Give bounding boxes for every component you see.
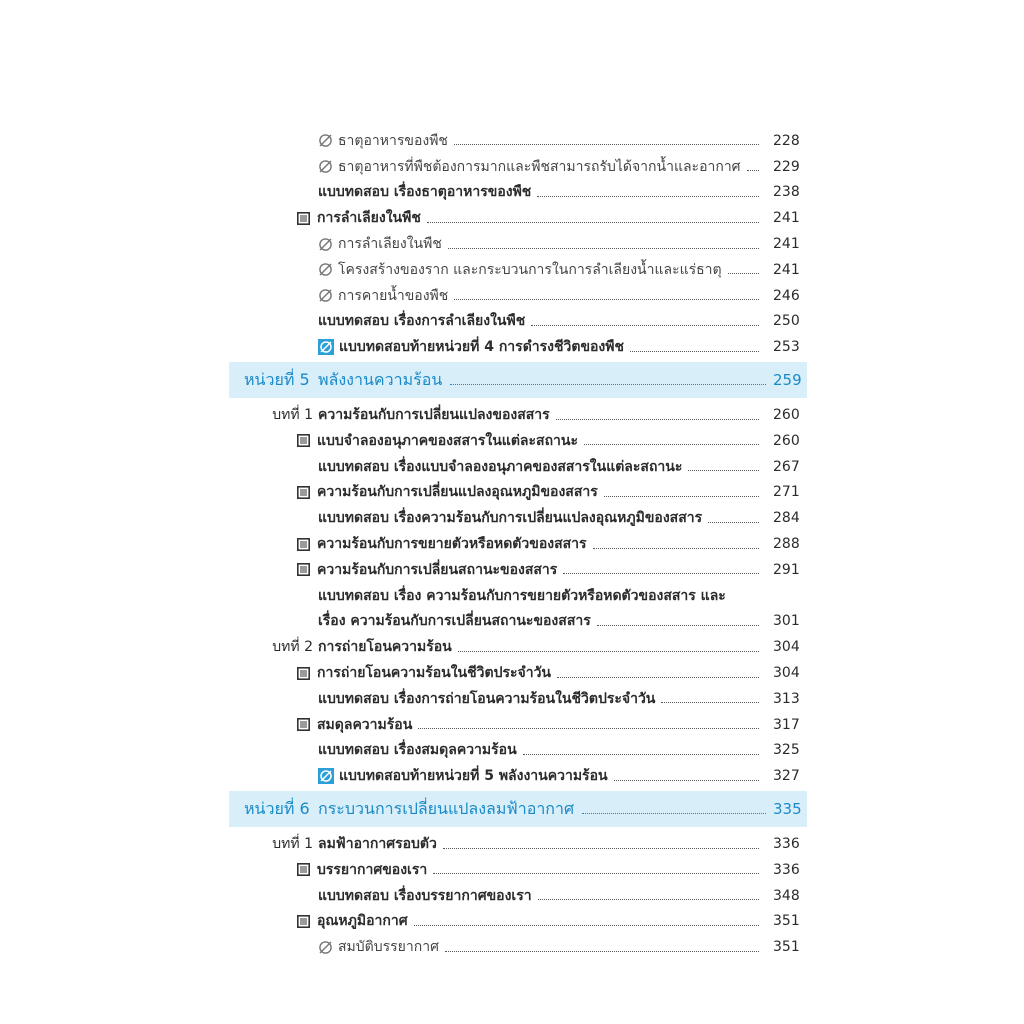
unit-heading[interactable] xyxy=(0,362,1024,398)
page-number: 246 xyxy=(773,287,800,304)
toc-entry[interactable] xyxy=(0,831,1024,857)
toc-entry[interactable] xyxy=(0,531,1024,557)
entry-title: ความร้อนกับการเปลี่ยนแปลงอุณหภูมิของสสาร xyxy=(317,484,598,501)
entry-title: การถ่ายโอนความร้อนในชีวิตประจำวัน xyxy=(317,665,551,682)
dot-leader xyxy=(433,873,759,874)
entry-title: แบบทดสอบท้ายหน่วยที่ 5 พลังงานความร้อน xyxy=(339,768,608,785)
page-number: 291 xyxy=(773,561,800,578)
dot-leader xyxy=(538,899,759,900)
unit-label: หน่วยที่ 6 xyxy=(244,798,310,818)
empty-set-icon xyxy=(318,237,333,252)
toc-entry[interactable] xyxy=(0,428,1024,454)
dot-leader xyxy=(708,522,759,523)
dot-leader xyxy=(604,496,759,497)
page-number: 253 xyxy=(773,339,800,356)
entry-title: แบบทดสอบ เรื่องการถ่ายโอนความร้อนในชีวิตประจำวัน xyxy=(318,690,656,707)
dot-leader xyxy=(450,384,766,385)
entry-title: แบบทดสอบ เรื่องธาตุอาหารของพืช xyxy=(318,184,532,201)
checkbox-icon xyxy=(297,915,310,928)
checkbox-icon xyxy=(297,563,310,576)
entry-title: แบบทดสอบ เรื่องบรรยากาศของเรา xyxy=(318,887,532,904)
entry-title: ความร้อนกับการเปลี่ยนแปลงของสสาร xyxy=(318,407,550,424)
checkbox-icon xyxy=(297,863,310,876)
toc-entry[interactable] xyxy=(0,334,1024,360)
empty-set-icon xyxy=(318,159,333,174)
empty-set-icon xyxy=(318,133,333,148)
entry-title: แบบทดสอบ เรื่องการลำเลียงในพืช xyxy=(318,313,526,330)
page-number: 271 xyxy=(773,484,800,501)
dot-leader xyxy=(582,813,766,814)
dot-leader xyxy=(454,144,759,145)
toc-entry[interactable] xyxy=(0,738,1024,764)
entry-title: บรรยากาศของเรา xyxy=(317,861,428,878)
toc-entry[interactable] xyxy=(0,480,1024,506)
toc-entry[interactable] xyxy=(0,712,1024,738)
page-number: 348 xyxy=(773,887,800,904)
checkbox-icon xyxy=(297,667,310,680)
entry-title: การถ่ายโอนความร้อน xyxy=(318,639,452,656)
toc-entry[interactable] xyxy=(0,857,1024,883)
entry-title: แบบทดสอบ เรื่องแบบจำลองอนุภาคของสสารในแต่ละสถานะ xyxy=(318,458,683,475)
dot-leader xyxy=(443,848,759,849)
dot-leader xyxy=(454,299,759,300)
dot-leader xyxy=(661,702,759,703)
unit-title: กระบวนการเปลี่ยนแปลงลมฟ้าอากาศ xyxy=(318,798,575,818)
unit-title: พลังงานความร้อน xyxy=(318,369,443,389)
entry-title: สมบัติบรรยากาศ xyxy=(338,939,439,956)
dot-leader xyxy=(556,419,759,420)
dot-leader xyxy=(445,951,759,952)
checkbox-icon xyxy=(297,538,310,551)
page-number: 288 xyxy=(773,536,800,553)
page-number: 317 xyxy=(773,716,800,733)
toc-entry[interactable] xyxy=(0,909,1024,935)
page-number: 241 xyxy=(773,261,800,278)
toc-entry[interactable] xyxy=(0,634,1024,660)
toc-entry[interactable] xyxy=(0,402,1024,428)
dot-leader xyxy=(557,677,759,678)
entry-title: การลำเลียงในพืช xyxy=(317,210,421,227)
page-number: 267 xyxy=(773,458,800,475)
dot-leader xyxy=(448,248,759,249)
entry-title: แบบทดสอบ เรื่องความร้อนกับการเปลี่ยนแปลงอุณหภูมิของสสาร xyxy=(318,510,703,527)
page-number: 351 xyxy=(773,939,800,956)
entry-title: แบบจำลองอนุภาคของสสารในแต่ละสถานะ xyxy=(317,432,578,449)
entry-title: แบบทดสอบ เรื่องสมดุลความร้อน xyxy=(318,742,517,759)
toc-entry[interactable] xyxy=(0,154,1024,180)
page-number: 301 xyxy=(773,613,800,630)
empty-set-icon xyxy=(318,940,333,955)
toc-entry[interactable] xyxy=(0,583,1024,609)
unit-heading[interactable] xyxy=(0,791,1024,827)
page-number: 284 xyxy=(773,510,800,527)
dot-leader xyxy=(747,170,759,171)
toc-entry[interactable] xyxy=(0,686,1024,712)
empty-set-icon xyxy=(318,262,333,277)
toc-entry[interactable] xyxy=(0,283,1024,309)
page-number: 325 xyxy=(773,742,800,759)
page-number: 304 xyxy=(773,665,800,682)
dot-leader xyxy=(584,444,759,445)
page-number: 260 xyxy=(773,432,800,449)
entry-title: แบบทดสอบ เรื่อง ความร้อนกับการขยายตัวหรือหดตัวของสสาร และ xyxy=(318,587,726,604)
page-number: 238 xyxy=(773,184,800,201)
page-number: 260 xyxy=(773,407,800,424)
page-number: 313 xyxy=(773,690,800,707)
toc-entry[interactable] xyxy=(0,609,1024,635)
dot-leader xyxy=(614,780,759,781)
chapter-label: บทที่ 1 xyxy=(272,407,313,424)
page-number: 259 xyxy=(773,371,802,390)
dot-leader xyxy=(427,222,759,223)
page-number: 241 xyxy=(773,210,800,227)
toc-entry[interactable] xyxy=(0,257,1024,283)
toc-entry[interactable] xyxy=(0,180,1024,206)
toc-entry[interactable] xyxy=(0,231,1024,257)
checkbox-icon xyxy=(297,718,310,731)
dot-leader xyxy=(593,548,759,549)
page-number: 351 xyxy=(773,913,800,930)
page-number: 304 xyxy=(773,639,800,656)
page-number: 327 xyxy=(773,768,800,785)
entry-title: การคายน้ำของพืช xyxy=(338,287,449,304)
entry-title: ธาตุอาหารที่พืชต้องการมากและพืชสามารถรับได้จากน้ำและอากาศ xyxy=(338,158,741,175)
empty-set-filled-icon xyxy=(318,339,334,355)
checkbox-icon xyxy=(297,486,310,499)
toc-entry[interactable] xyxy=(0,309,1024,335)
page-number: 336 xyxy=(773,861,800,878)
page-number: 241 xyxy=(773,236,800,253)
dot-leader xyxy=(418,728,759,729)
dot-leader xyxy=(537,196,759,197)
page-number: 250 xyxy=(773,313,800,330)
entry-title: ลมฟ้าอากาศรอบตัว xyxy=(318,836,437,853)
dot-leader xyxy=(728,273,759,274)
toc-entry[interactable] xyxy=(0,660,1024,686)
toc-entry[interactable] xyxy=(0,128,1024,154)
entry-title: การลำเลียงในพืช xyxy=(338,236,442,253)
dot-leader xyxy=(531,325,759,326)
empty-set-icon xyxy=(318,288,333,303)
unit-label: หน่วยที่ 5 xyxy=(244,369,310,389)
page-number: 335 xyxy=(773,800,802,819)
page-number: 228 xyxy=(773,132,800,149)
page-number: 229 xyxy=(773,158,800,175)
dot-leader xyxy=(523,754,759,755)
entry-title: เรื่อง ความร้อนกับการเปลี่ยนสถานะของสสาร xyxy=(318,613,591,630)
toc-entry[interactable] xyxy=(0,205,1024,231)
entry-title: แบบทดสอบท้ายหน่วยที่ 4 การดำรงชีวิตของพืช xyxy=(339,339,624,356)
checkbox-icon xyxy=(297,212,310,225)
dot-leader xyxy=(597,625,759,626)
checkbox-icon xyxy=(297,434,310,447)
entry-title: ความร้อนกับการขยายตัวหรือหดตัวของสสาร xyxy=(317,536,587,553)
entry-title: โครงสร้างของราก และกระบวนการในการลำเลียงน้ำและแร่ธาตุ xyxy=(338,261,722,278)
chapter-label: บทที่ 1 xyxy=(272,836,313,853)
table-of-contents xyxy=(0,128,1024,960)
dot-leader xyxy=(688,470,759,471)
toc-entry[interactable] xyxy=(0,454,1024,480)
entry-title: ความร้อนกับการเปลี่ยนสถานะของสสาร xyxy=(317,561,558,578)
dot-leader xyxy=(458,651,759,652)
dot-leader xyxy=(563,573,759,574)
toc-entry[interactable] xyxy=(0,505,1024,531)
unit-band xyxy=(229,362,807,398)
entry-title: ธาตุอาหารของพืช xyxy=(338,132,448,149)
entry-title: อุณหภูมิอากาศ xyxy=(317,913,408,930)
chapter-label: บทที่ 2 xyxy=(272,639,313,656)
dot-leader xyxy=(414,925,759,926)
toc-entry[interactable] xyxy=(0,934,1024,960)
toc-entry[interactable] xyxy=(0,557,1024,583)
page-number: 336 xyxy=(773,836,800,853)
entry-title: สมดุลความร้อน xyxy=(317,716,413,733)
empty-set-filled-icon xyxy=(318,768,334,784)
toc-entry[interactable] xyxy=(0,883,1024,909)
toc-entry[interactable] xyxy=(0,763,1024,789)
dot-leader xyxy=(630,351,759,352)
